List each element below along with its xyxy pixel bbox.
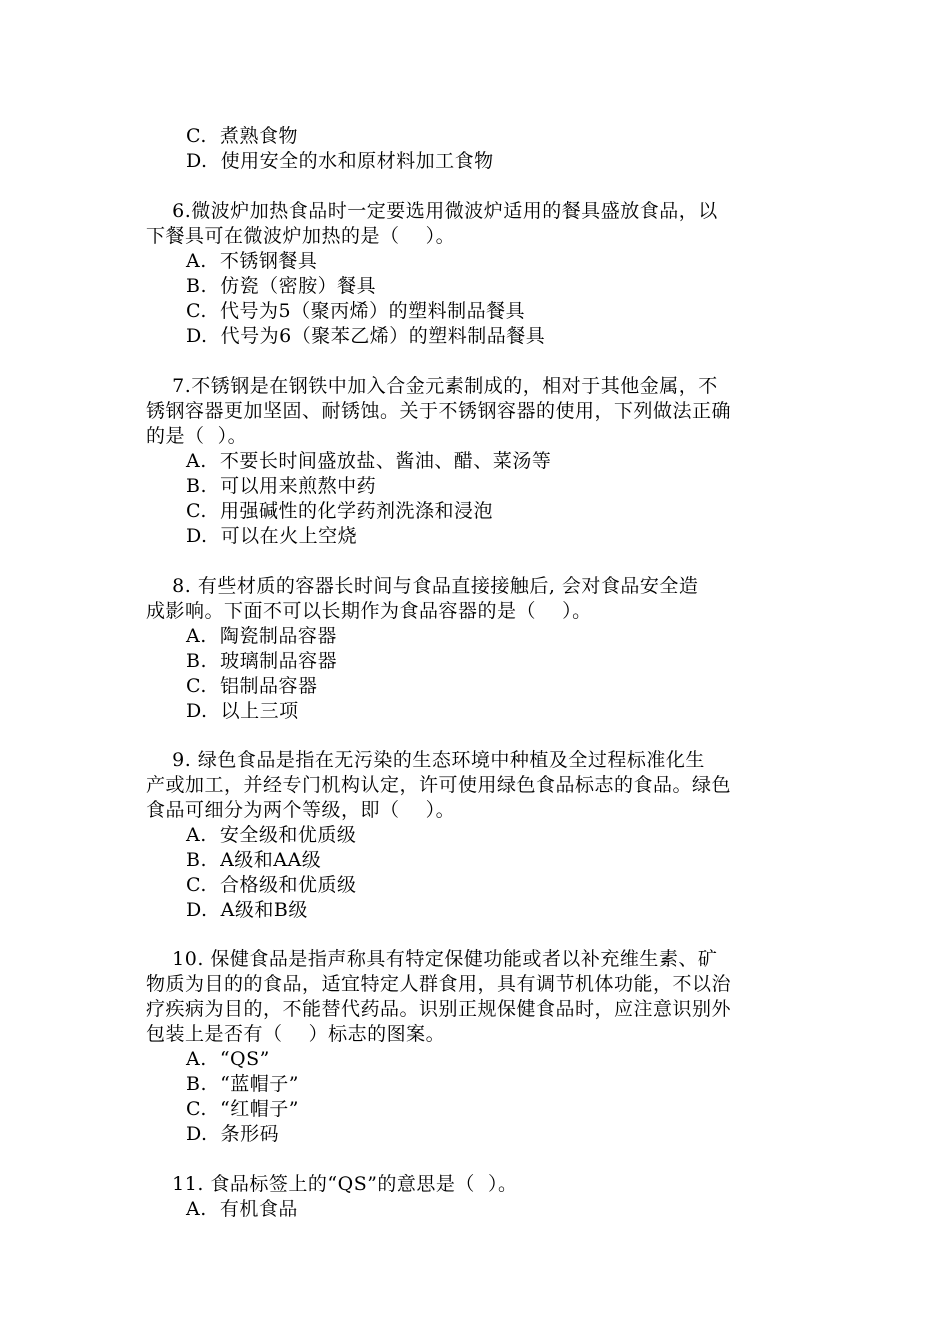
option-a-q8: A. 陶瓷制品容器 bbox=[186, 625, 337, 647]
question-6-line-1: 6.微波炉加热食品时一定要选用微波炉适用的餐具盛放食品，以 bbox=[146, 200, 718, 222]
option-d-q10: D. 条形码 bbox=[186, 1123, 280, 1145]
question-6-line-2: 下餐具可在微波炉加热的是（ ）。 bbox=[146, 225, 456, 247]
option-a-q10: A. “QS” bbox=[186, 1048, 270, 1070]
option-c-q9: C. 合格级和优质级 bbox=[186, 874, 357, 896]
question-11-line-1: 11. 食品标签上的“QS”的意思是（ ）。 bbox=[146, 1173, 518, 1195]
question-7-line-3: 的是（ ）。 bbox=[146, 425, 248, 447]
question-10-line-2: 物质为目的的食品，适宜特定人群食用，具有调节机体功能，不以治 bbox=[146, 973, 732, 995]
option-c-q8: C. 铝制品容器 bbox=[186, 675, 318, 697]
option-a-q11: A. 有机食品 bbox=[186, 1198, 298, 1220]
question-8-line-2: 成影响。下面不可以长期作为食品容器的是（ ）。 bbox=[146, 600, 592, 622]
question-10-line-3: 疗疾病为目的，不能替代药品。识别正规保健食品时，应注意识别外 bbox=[146, 998, 732, 1020]
question-7-line-2: 锈钢容器更加坚固、耐锈蚀。关于不锈钢容器的使用，下列做法正确 bbox=[146, 400, 732, 422]
option-d-q7: D. 可以在火上空烧 bbox=[186, 525, 358, 547]
option-b-q8: B. 玻璃制品容器 bbox=[186, 650, 338, 672]
option-c-q10: C. “红帽子” bbox=[186, 1098, 299, 1120]
option-d-q5: D. 使用安全的水和原材料加工食物 bbox=[186, 150, 494, 172]
question-9-line-2: 产或加工，并经专门机构认定，许可使用绿色食品标志的食品。绿色 bbox=[146, 774, 732, 796]
option-d-q9: D. A级和B级 bbox=[186, 899, 308, 921]
option-a-q7: A. 不要长时间盛放盐、酱油、醋、菜汤等 bbox=[186, 450, 552, 472]
question-7-line-1: 7.不锈钢是在钢铁中加入合金元素制成的，相对于其他金属，不 bbox=[146, 375, 718, 397]
option-b-q7: B. 可以用来煎熬中药 bbox=[186, 475, 377, 497]
option-c-q5: C. 煮熟食物 bbox=[186, 125, 298, 147]
option-a-q6: A. 不锈钢餐具 bbox=[186, 250, 318, 272]
option-b-q9: B. A级和AA级 bbox=[186, 849, 322, 871]
question-8-line-1: 8. 有些材质的容器长时间与食品直接接触后, 会对食品安全造 bbox=[146, 575, 699, 597]
option-c-q7: C. 用强碱性的化学药剂洗涤和浸泡 bbox=[186, 500, 493, 522]
question-9-line-1: 9. 绿色食品是指在无污染的生态环境中种植及全过程标准化生 bbox=[146, 749, 705, 771]
question-10-line-4: 包装上是否有（ ）标志的图案。 bbox=[146, 1023, 446, 1045]
option-b-q10: B. “蓝帽子” bbox=[186, 1073, 300, 1095]
option-d-q8: D. 以上三项 bbox=[186, 700, 299, 722]
option-c-q6: C. 代号为5（聚丙烯）的塑料制品餐具 bbox=[186, 300, 526, 322]
question-10-line-1: 10. 保健食品是指声称具有特定保健功能或者以补充维生素、矿 bbox=[146, 948, 718, 970]
option-b-q6: B. 仿瓷（密胺）餐具 bbox=[186, 275, 377, 297]
option-d-q6: D. 代号为6（聚苯乙烯）的塑料制品餐具 bbox=[186, 325, 546, 347]
question-9-line-3: 食品可细分为两个等级，即（ ）。 bbox=[146, 799, 456, 821]
option-a-q9: A. 安全级和优质级 bbox=[186, 824, 357, 846]
